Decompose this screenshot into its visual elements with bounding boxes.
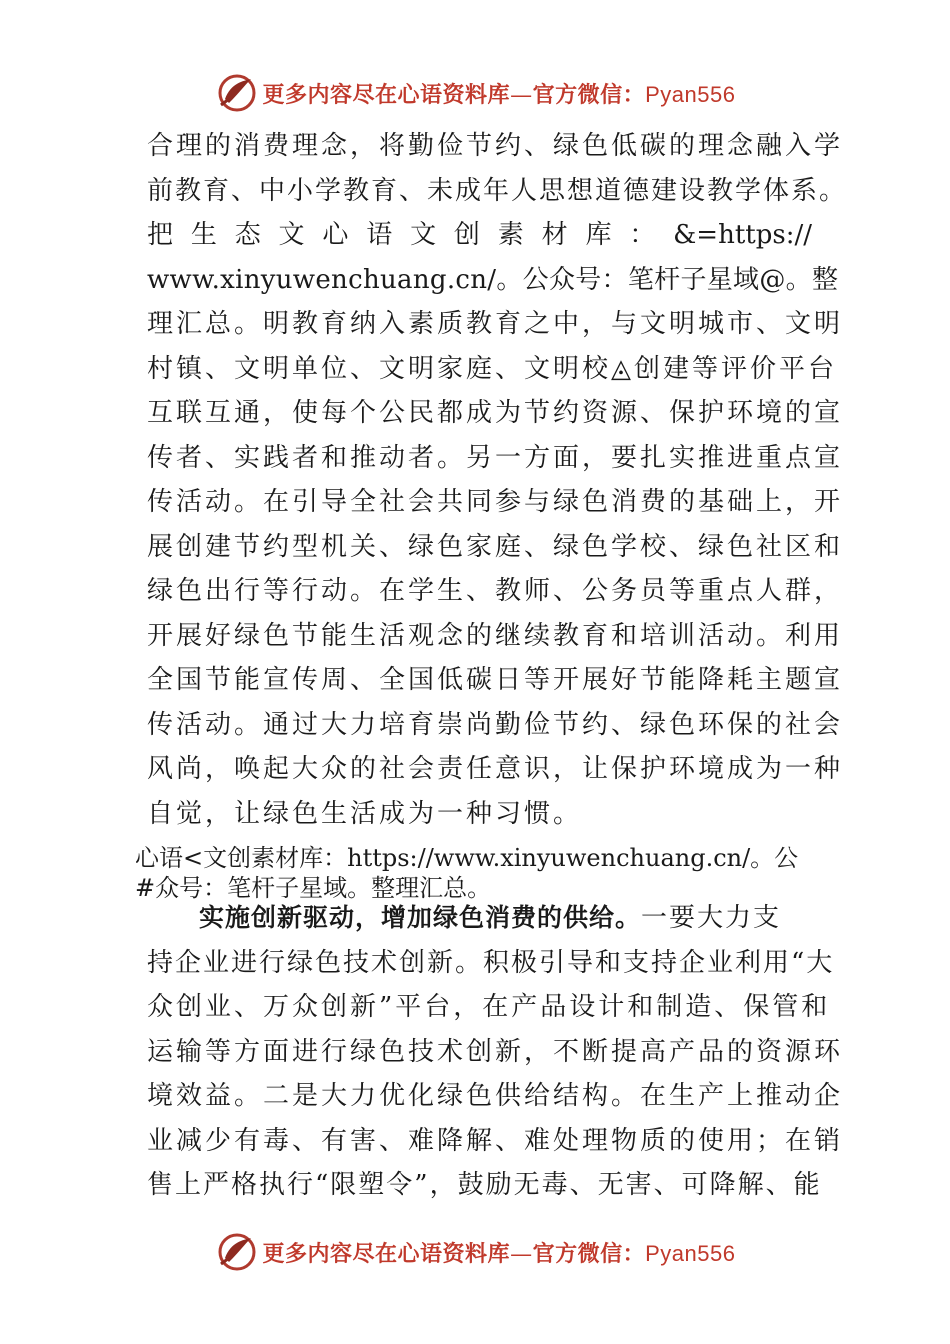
text-line: 传活动。通过大力培育崇尚勤俭节约、绿色环保的社会 (147, 709, 844, 740)
source-note (135, 843, 835, 903)
xinyu-logo-icon (215, 1230, 259, 1274)
text-line: 自觉，让绿色生活成为一种习惯。 (147, 798, 583, 829)
text-line: 前教育、中小学教育、未成年人思想道德建设教学体系。 (147, 175, 848, 206)
section-heading: 实施创新驱动，增加绿色消费的供给。 (199, 903, 642, 932)
text-line: 传者、实践者和推动者。另一方面，要扎实推进重点宣 (147, 442, 844, 473)
xinyu-logo-icon (215, 71, 259, 115)
text-line: 售上严格执行“限塑令”，鼓励无毒、无害、可降解、能 (147, 1170, 822, 1200)
banner-main: 更多内容尽在心语资料库 (262, 81, 511, 108)
text-line: 持企业进行绿色技术创新。积极引导和支持企业利用“大 (147, 947, 835, 978)
banner-wechat-id: Pyan556 (645, 1240, 736, 1266)
text-line: 展创建节约型机关、绿色家庭、绿色学校、绿色社区和 (147, 531, 844, 562)
text-line: 把 生 态 文 心 语 文 创 素 材 库 ： &=https:// (147, 220, 812, 250)
text-line: 互联互通，使每个公民都成为节约资源、保护环境的宣 (147, 398, 844, 428)
text-line (147, 896, 812, 941)
header-banner (0, 68, 950, 118)
text-line: www.xinyuwenchuang.cn/。公众号：笔杆子星域@。整 (147, 264, 839, 295)
text-line: 运输等方面进行绿色技术创新，不断提高产品的资源环 (147, 1036, 844, 1067)
text-line: 众创业、万众创新”平台，在产品设计和制造、保管和 (147, 992, 831, 1022)
text-line: 风尚，唤起大众的社会责任意识，让保护环境成为一种 (147, 754, 844, 784)
paragraph-1 (147, 124, 848, 836)
footer-banner (0, 1227, 950, 1277)
text-line: 传活动。在引导全社会共同参与绿色消费的基础上，开 (147, 487, 844, 517)
heading-rest: 一要大力支 (641, 903, 782, 933)
banner-main: 更多内容尽在心语资料库 (262, 1240, 511, 1267)
text-line: 开展好绿色节能生活观念的继续教育和培训活动。利用 (147, 620, 844, 651)
paragraph-2 (147, 896, 844, 1208)
text-line: 业减少有毒、有害、难降解、难处理物质的使用；在销 (147, 1125, 844, 1156)
text-line: 村镇、文明单位、文明家庭、文明校◬创建等评价平台 (147, 353, 837, 384)
banner-wechat-label: 官方微信： (532, 1240, 646, 1267)
text-line: 合理的消费理念，将勤俭节约、绿色低碳的理念融入学 (147, 131, 844, 161)
banner-dash: — (510, 1241, 533, 1267)
text-line: 全国节能宣传周、全国低碳日等开展好节能降耗主题宣 (147, 665, 844, 695)
text-line: 绿色出行等行动。在学生、教师、公务员等重点人群， (147, 576, 844, 606)
text-line: 境效益。二是大力优化绿色供给结构。在生产上推动企 (147, 1081, 844, 1111)
text-line: 理汇总。明教育纳入素质教育之中，与文明城市、文明 (147, 309, 844, 339)
banner-text (263, 78, 736, 109)
banner-text (263, 1237, 736, 1268)
banner-dash: — (510, 82, 533, 108)
banner-wechat-id: Pyan556 (645, 81, 736, 107)
banner-wechat-label: 官方微信： (532, 81, 646, 108)
note-line-2: #众号：笔杆子星域。整理汇总。 (135, 874, 492, 902)
note-line-1: 心语<文创素材库：https://www.xinyuwenchuang.cn/。公 (135, 844, 799, 872)
